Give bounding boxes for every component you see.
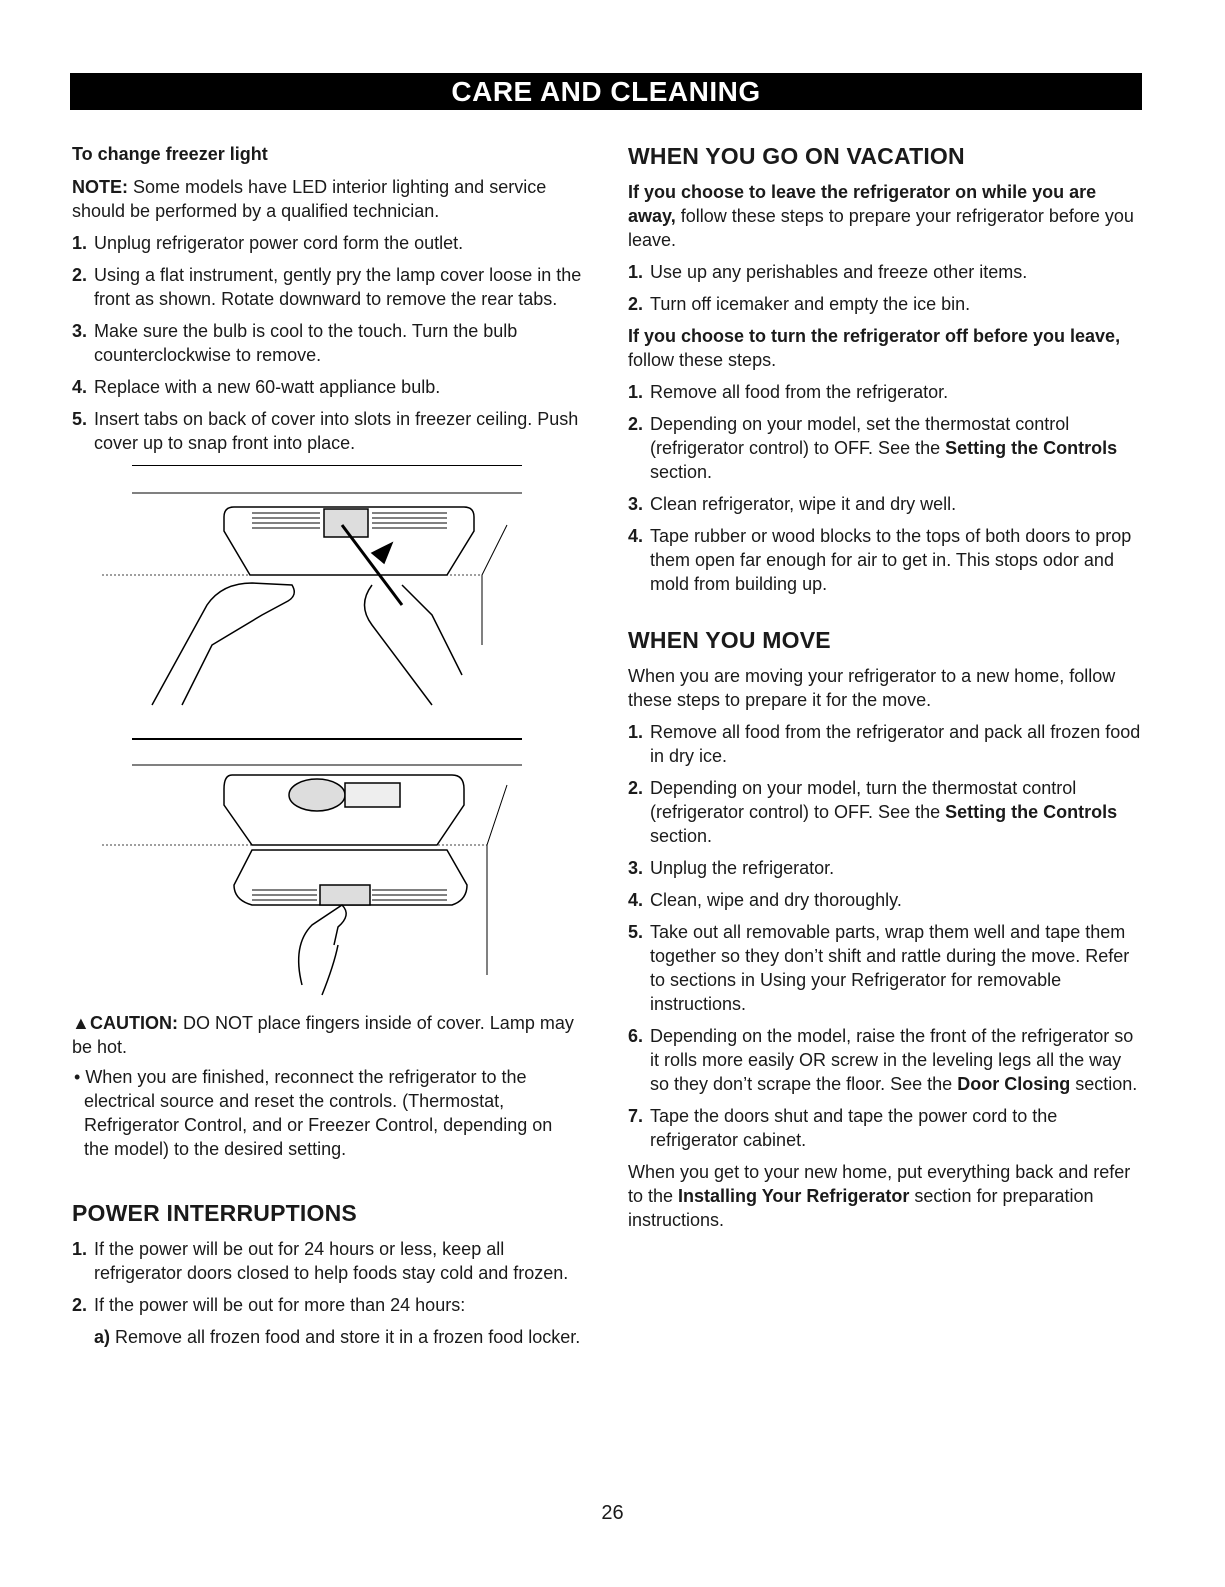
step-number: 1. bbox=[628, 262, 644, 282]
warning-icon: ▲ bbox=[72, 1013, 90, 1033]
step-text: If the power will be out for 24 hours or less, keep all refrigerator doors closed to help foods stay cold and frozen. bbox=[94, 1239, 569, 1283]
list-item bbox=[628, 1104, 1143, 1152]
step-number: 3. bbox=[628, 494, 644, 514]
bullet-text: When you are finished, reconnect the refrigerator to the electrical source and reset the controls. (Thermostat, Refrigerator Control, and or Freezer Control, depending on the model) to the desired setting. bbox=[84, 1067, 553, 1159]
list-item bbox=[628, 292, 1143, 316]
step-number: 1. bbox=[72, 233, 88, 253]
door-closing-ref: Door Closing bbox=[957, 1074, 1071, 1094]
step-number: 2. bbox=[72, 1295, 88, 1315]
list-item bbox=[628, 720, 1143, 768]
step-text: Make sure the bulb is cool to the touch. Turn the bulb counterclockwise to remove. bbox=[94, 321, 518, 365]
step-text: Depending on your model, turn the thermostat control (refrigerator control) to OFF. See the bbox=[650, 778, 1077, 822]
power-sub-list bbox=[72, 1325, 582, 1349]
step-number: 2. bbox=[628, 294, 644, 314]
step-text: Unplug the refrigerator. bbox=[650, 858, 835, 878]
step-number: 6. bbox=[628, 1026, 644, 1046]
right-column bbox=[628, 142, 1143, 1232]
step-number: 3. bbox=[628, 858, 644, 878]
step-text: Unplug refrigerator power cord form the outlet. bbox=[94, 233, 464, 253]
list-item bbox=[72, 375, 582, 399]
setting-controls-ref: Setting the Controls bbox=[945, 438, 1118, 458]
intro-text: follow these steps to prepare your refrigerator before you leave. bbox=[628, 206, 1134, 250]
step-text: Remove all food from the refrigerator and pack all frozen food in dry ice. bbox=[650, 722, 1141, 766]
move-outro bbox=[628, 1160, 1143, 1232]
caution-text: DO NOT place fingers inside of cover. Lamp may be hot. bbox=[72, 1013, 574, 1057]
step-text: Turn off icemaker and empty the ice bin. bbox=[650, 294, 971, 314]
installing-ref: Installing Your Refrigerator bbox=[678, 1186, 910, 1206]
sub-text: Remove all frozen food and store it in a frozen food locker. bbox=[110, 1327, 581, 1347]
step-text: Clean, wipe and dry thoroughly. bbox=[650, 890, 902, 910]
vacation-heading: WHEN YOU GO ON VACATION bbox=[628, 143, 965, 169]
step-number: 1. bbox=[628, 382, 644, 402]
power-interruptions-heading: POWER INTERRUPTIONS bbox=[72, 1200, 357, 1226]
list-item bbox=[628, 856, 1143, 880]
note-text: Some models have LED interior lighting and service should be performed by a qualified technician. bbox=[72, 177, 547, 221]
step-text: Depending on the model, raise the front of the refrigerator so it rolls more easily OR screw in the leveling legs all the way so they don’t scrape the floor. See the bbox=[650, 1026, 1134, 1094]
step-number: 4. bbox=[628, 526, 644, 546]
list-item bbox=[628, 1024, 1143, 1096]
list-item bbox=[72, 1293, 582, 1317]
list-item bbox=[628, 380, 1143, 404]
step-number: 5. bbox=[72, 409, 88, 429]
step-text: Tape the doors shut and tape the power cord to the refrigerator cabinet. bbox=[650, 1106, 1058, 1150]
list-item bbox=[628, 920, 1143, 1016]
list-item bbox=[628, 888, 1143, 912]
freezer-light-steps bbox=[72, 231, 582, 455]
list-item bbox=[628, 260, 1143, 284]
step-text-end: section. bbox=[650, 462, 713, 482]
step-text: Use up any perishables and freeze other items. bbox=[650, 262, 1028, 282]
list-item bbox=[72, 231, 582, 255]
step-number: 1. bbox=[628, 722, 644, 742]
intro-bold: If you choose to leave the refrigerator on while you are away, bbox=[628, 182, 1097, 226]
list-item bbox=[628, 412, 1143, 484]
step-number: 3. bbox=[72, 321, 88, 341]
list-item bbox=[628, 524, 1143, 596]
vacation-off-steps bbox=[628, 380, 1143, 596]
reconnect-bullet: • When you are finished, reconnect the refrigerator to the electrical source and reset the controls. (Thermostat, Refrigerator Control, and or Freezer Control, depending on the model) to the desired setting. bbox=[74, 1067, 553, 1159]
intro-text: follow these steps. bbox=[628, 350, 777, 370]
list-item bbox=[72, 1237, 582, 1285]
step-text: If the power will be out for more than 24 hours: bbox=[94, 1295, 466, 1315]
move-intro: When you are moving your refrigerator to a new home, follow these steps to prepare it for the move. bbox=[628, 666, 1116, 710]
step-text: Clean refrigerator, wipe it and dry well. bbox=[650, 494, 957, 514]
list-item bbox=[72, 263, 582, 311]
sub-label: a) bbox=[94, 1327, 111, 1347]
caution-paragraph bbox=[72, 1011, 582, 1059]
move-steps bbox=[628, 720, 1143, 1152]
caution-label: CAUTION: bbox=[90, 1013, 178, 1033]
step-number: 2. bbox=[628, 778, 644, 798]
vacation-intro-on bbox=[628, 180, 1143, 252]
step-text-end: section. bbox=[650, 826, 713, 846]
outro-text-end: section for preparation instructions. bbox=[628, 1186, 1094, 1230]
step-number: 7. bbox=[628, 1106, 644, 1126]
step-number: 5. bbox=[628, 922, 644, 942]
note-paragraph bbox=[72, 175, 582, 223]
step-text: Depending on your model, set the thermostat control (refrigerator control) to OFF. See the bbox=[650, 414, 1070, 458]
note-label: NOTE: bbox=[72, 177, 128, 197]
step-number: 4. bbox=[628, 890, 644, 910]
step-text: Replace with a new 60-watt appliance bulb. bbox=[94, 377, 441, 397]
lamp-cover-removal-illustration bbox=[102, 465, 522, 1005]
step-text: Insert tabs on back of cover into slots in freezer ceiling. Push cover up to snap front into place. bbox=[94, 409, 579, 453]
step-text: Take out all removable parts, wrap them well and tape them together so they don’t shift and rattle during the move. Refer to sections in Using your Refrigerator for removable instructions. bbox=[650, 922, 1130, 1014]
step-number: 2. bbox=[72, 265, 88, 285]
step-text: Tape rubber or wood blocks to the tops of both doors to prop them open far enough for air to get in. This stops odor and mold from building up. bbox=[650, 526, 1132, 594]
list-item bbox=[72, 319, 582, 367]
section-banner: CARE AND CLEANING bbox=[70, 73, 1142, 110]
step-number: 1. bbox=[72, 1239, 88, 1259]
list-item bbox=[628, 492, 1143, 516]
vacation-on-steps bbox=[628, 260, 1143, 316]
outro-text: When you get to your new home, put everything back and refer to the bbox=[628, 1162, 1131, 1206]
freezer-light-heading: To change freezer light bbox=[72, 144, 268, 164]
intro-bold: If you choose to turn the refrigerator off before you leave, bbox=[628, 326, 1121, 346]
vacation-intro-off bbox=[628, 324, 1143, 372]
list-item bbox=[72, 407, 582, 455]
step-number: 4. bbox=[72, 377, 88, 397]
setting-controls-ref: Setting the Controls bbox=[945, 802, 1118, 822]
step-number: 2. bbox=[628, 414, 644, 434]
step-text: Using a flat instrument, gently pry the lamp cover loose in the front as shown. Rotate downward to remove the rear tabs. bbox=[94, 265, 582, 309]
list-item bbox=[628, 776, 1143, 848]
page-number: 26 bbox=[601, 1502, 624, 1524]
step-text: Remove all food from the refrigerator. bbox=[650, 382, 949, 402]
list-item bbox=[94, 1325, 582, 1349]
step-text-end: section. bbox=[1070, 1074, 1138, 1094]
left-column bbox=[72, 142, 582, 1349]
power-steps bbox=[72, 1237, 582, 1317]
move-heading: WHEN YOU MOVE bbox=[628, 627, 831, 653]
